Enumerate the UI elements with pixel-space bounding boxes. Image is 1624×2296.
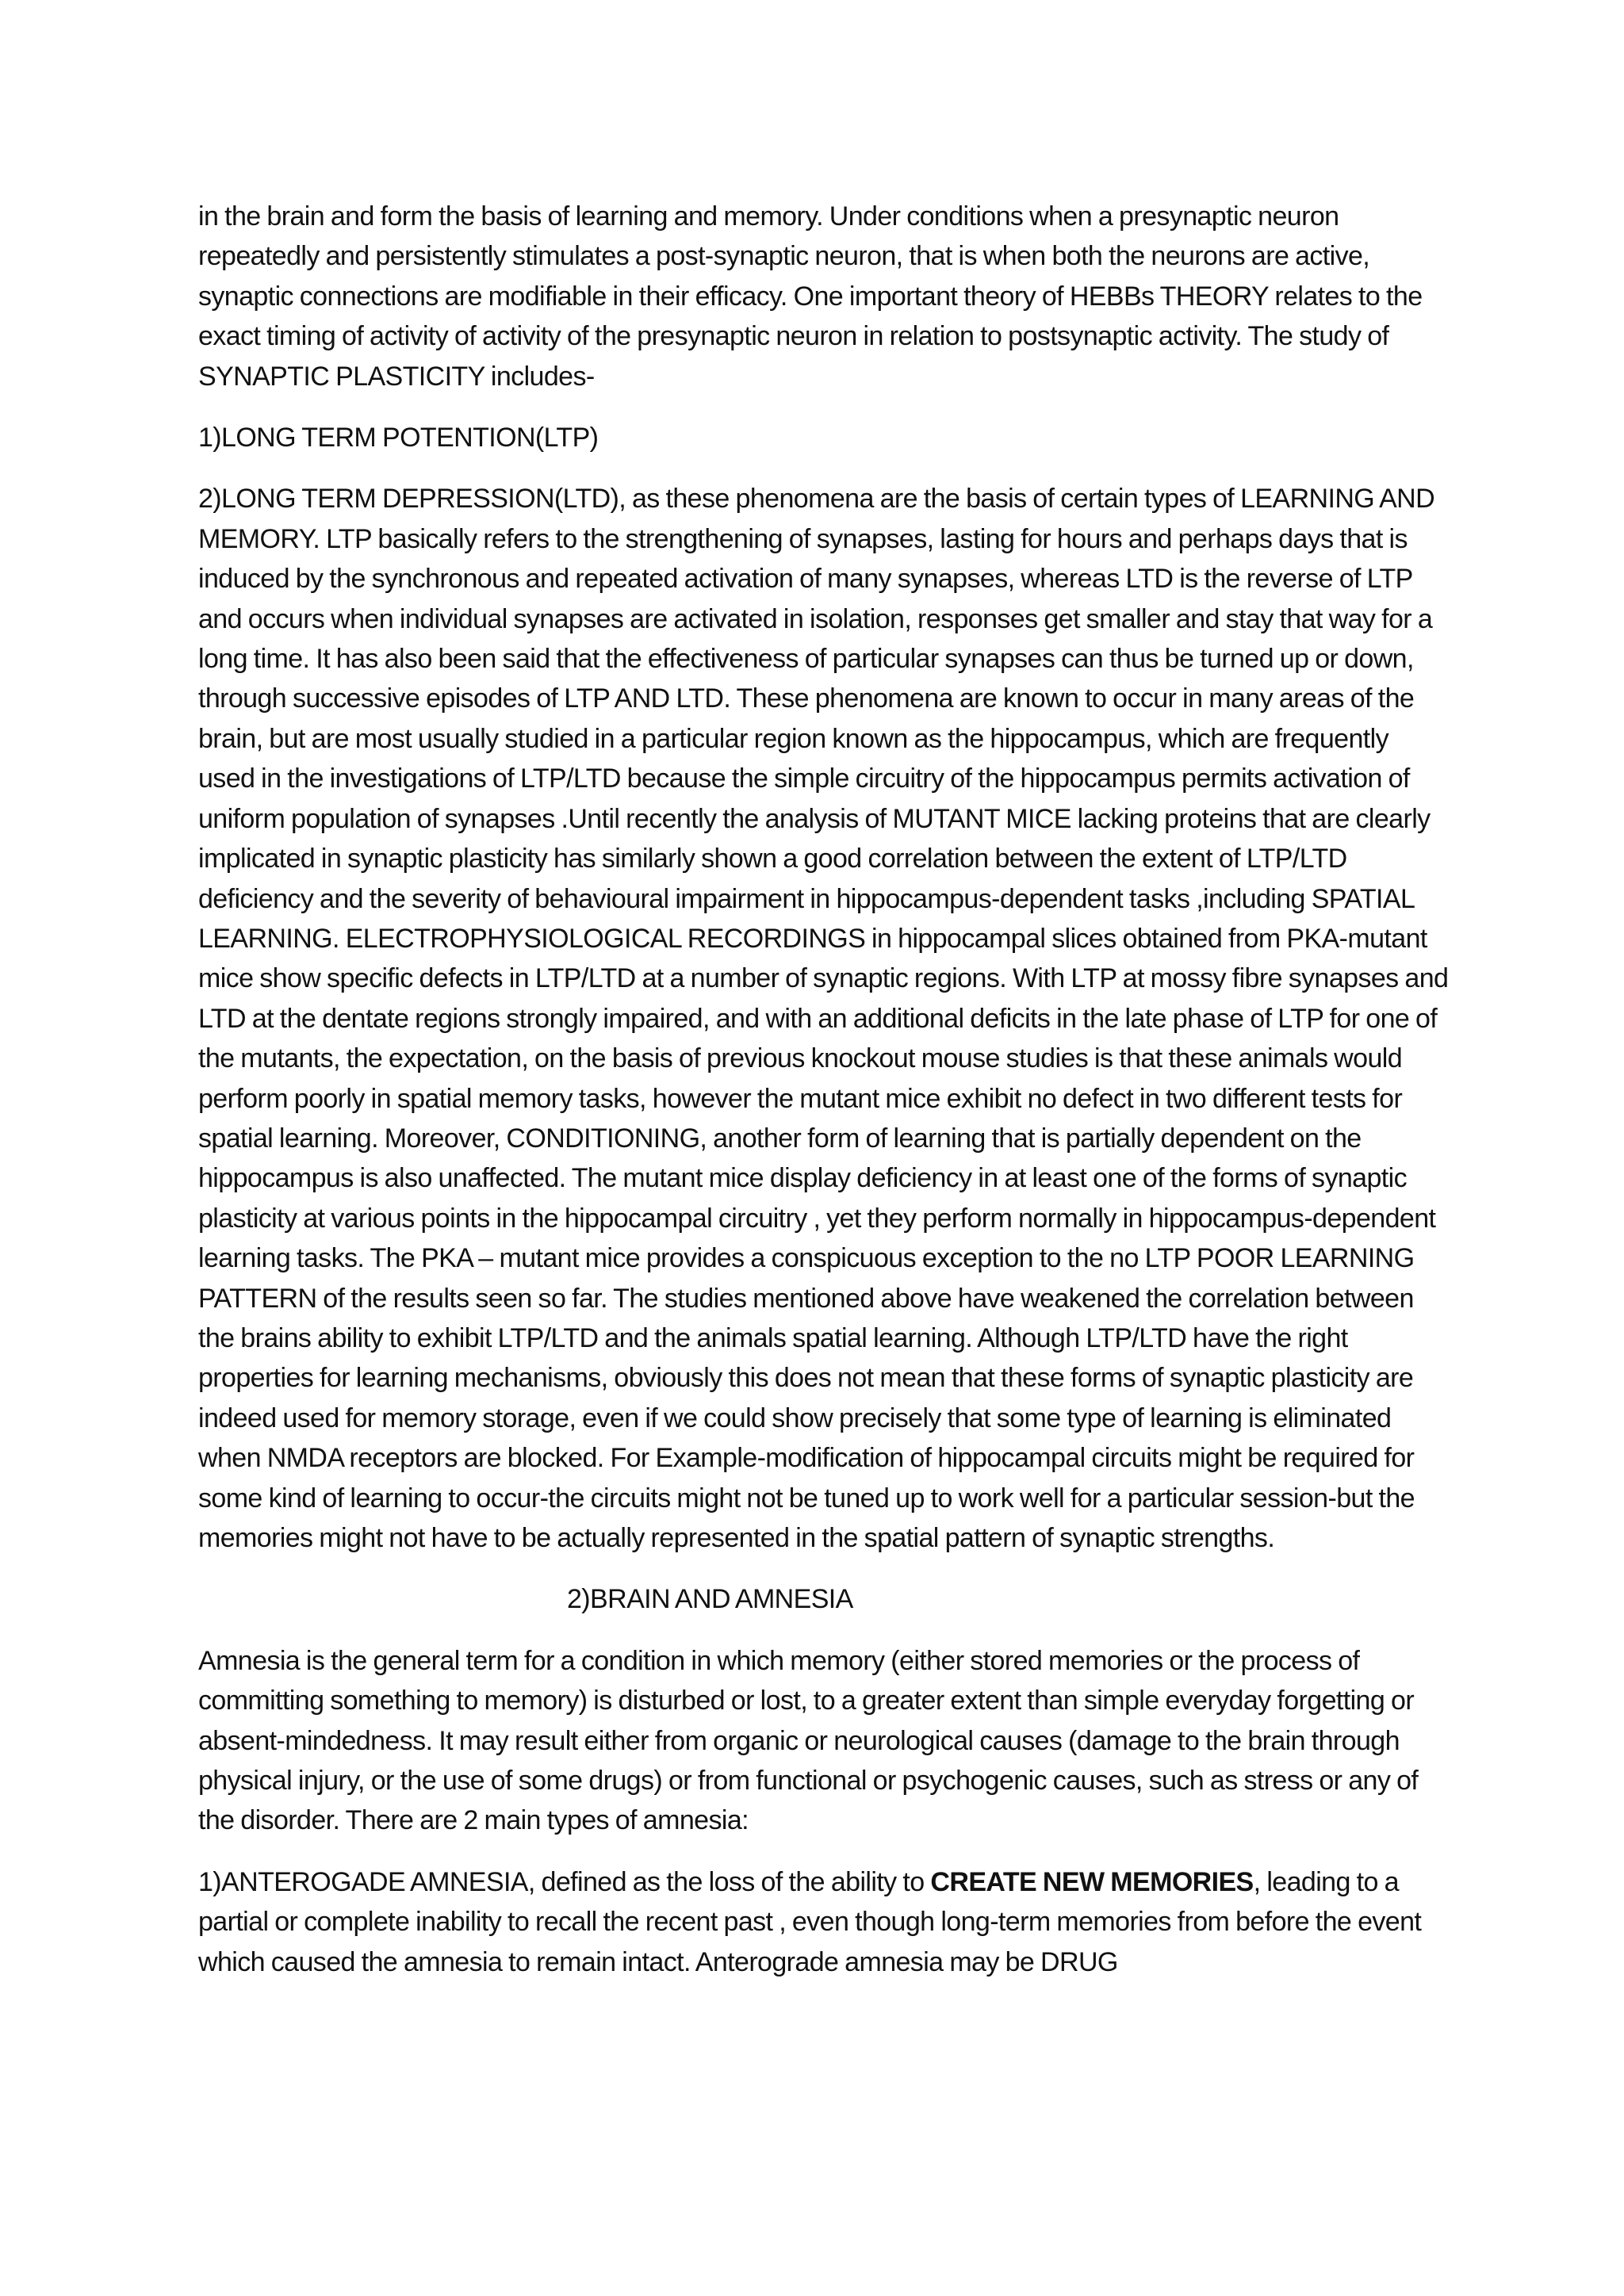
- paragraph-hebb-theory: in the brain and form the basis of learning and memory. Under conditions when a presynaptic neuron repeatedly and persistently stimulates a post-synaptic neuron, that is when both the neurons are active, synaptic connections are modifiable in their efficacy. One important theory of HEBBs THEORY relates to the exact timing of activity of activity of the presynaptic neuron in relation to postsynaptic activity. The study of SYNAPTIC PLASTICITY includes-: [198, 201, 1423, 392]
- paragraph-ltd-plasticity: 2)LONG TERM DEPRESSION(LTD), as these phenomena are the basis of certain types of LEARNING AND MEMORY. LTP basically refers to the strengthening of synapses, lasting for hours and perhaps days that is induced by the synchronous and repeated activation of many synapses, whereas LTD is the reverse of LTP and occurs when individual synapses are activated in isolation, responses get smaller and stay that way for a long time. It has also been said that the effectiveness of particular synapses can thus be turned up or down, through successive episodes of LTP AND LTD. These phenomena are known to occur in many areas of the brain, but are most usually studied in a particular region known as the hippocampus, which are frequently used in the investigations of LTP/LTD because the simple circuitry of the hippocampus permits activation of uniform population of synapses .Until recently the analysis of MUTANT MICE lacking proteins that are clearly implicated in synaptic plasticity has similarly shown a good correlation between the extent of LTP/LTD deficiency and the severity of behavioural impairment in hippocampus-dependent tasks ,including SPATIAL LEARNING. ELECTROPHYSIOLOGICAL RECORDINGS in hippocampal slices obtained from PKA-mutant mice show specific defects in LTP/LTD at a number of synaptic regions. With LTP at mossy fibre synapses and LTD at the dentate regions strongly impaired, and with an additional deficits in the late phase of LTP for one of the mutants, the expectation, on the basis of previous knockout mouse studies is that these animals would perform poorly in spatial memory tasks, however the mutant mice exhibit no defect in two different tests for spatial learning. Moreover, CONDITIONING, another form of learning that is partially dependent on the hippocampus is also unaffected. The mutant mice display deficiency in at least one of the forms of synaptic plasticity at various points in the hippocampal circuitry , yet they perform normally in hippocampus-dependent learning tasks. The PKA – mutant mice provides a conspicuous exception to the no LTP POOR LEARNING PATTERN of the results seen so far. The studies mentioned above have weakened the correlation between the brains ability to exhibit LTP/LTD and the animals spatial learning. Although LTP/LTD have the right properties for learning mechanisms, obviously this does not mean that these forms of synaptic plasticity are indeed used for memory storage, even if we could show precisely that some type of learning is eliminated when NMDA receptors are blocked. For Example-modification of hippocampal circuits might be required for some kind of learning to occur-the circuits might not be tuned up to work well for a particular session-but the memories might not have to be actually represented in the spatial pattern of synaptic strengths.: [198, 484, 1449, 1553]
- create-new-memories-emphasis: CREATE NEW MEMORIES: [930, 1866, 1254, 1897]
- section-heading-brain-amnesia: 2)BRAIN AND AMNESIA: [567, 1584, 853, 1615]
- anterograde-text-end: , leading to a partial or complete inability to recall the recent past , even though long-term memories from before the event which caused the amnesia to remain intact. Anterograde amnesia may be DRUG: [198, 1866, 1422, 1977]
- anterograde-text-start: 1)ANTEROGADE AMNESIA, defined as the loss of the ability to: [198, 1866, 931, 1897]
- document-page: [198, 197, 1451, 2003]
- paragraph-anterograde-amnesia: [198, 1862, 1451, 1982]
- list-item-ltp: 1)LONG TERM POTENTION(LTP): [198, 423, 599, 453]
- paragraph-amnesia-definition: Amnesia is the general term for a condition in which memory (either stored memories or the process of committing something to memory) is disturbed or lost, to a greater extent than simple everyday forgetting or absent-mindedness. It may result either from organic or neurological causes (damage to the brain through physical injury, or the use of some drugs) or from functional or psychogenic causes, such as stress or any of the disorder. There are 2 main types of amnesia:: [198, 1645, 1419, 1836]
